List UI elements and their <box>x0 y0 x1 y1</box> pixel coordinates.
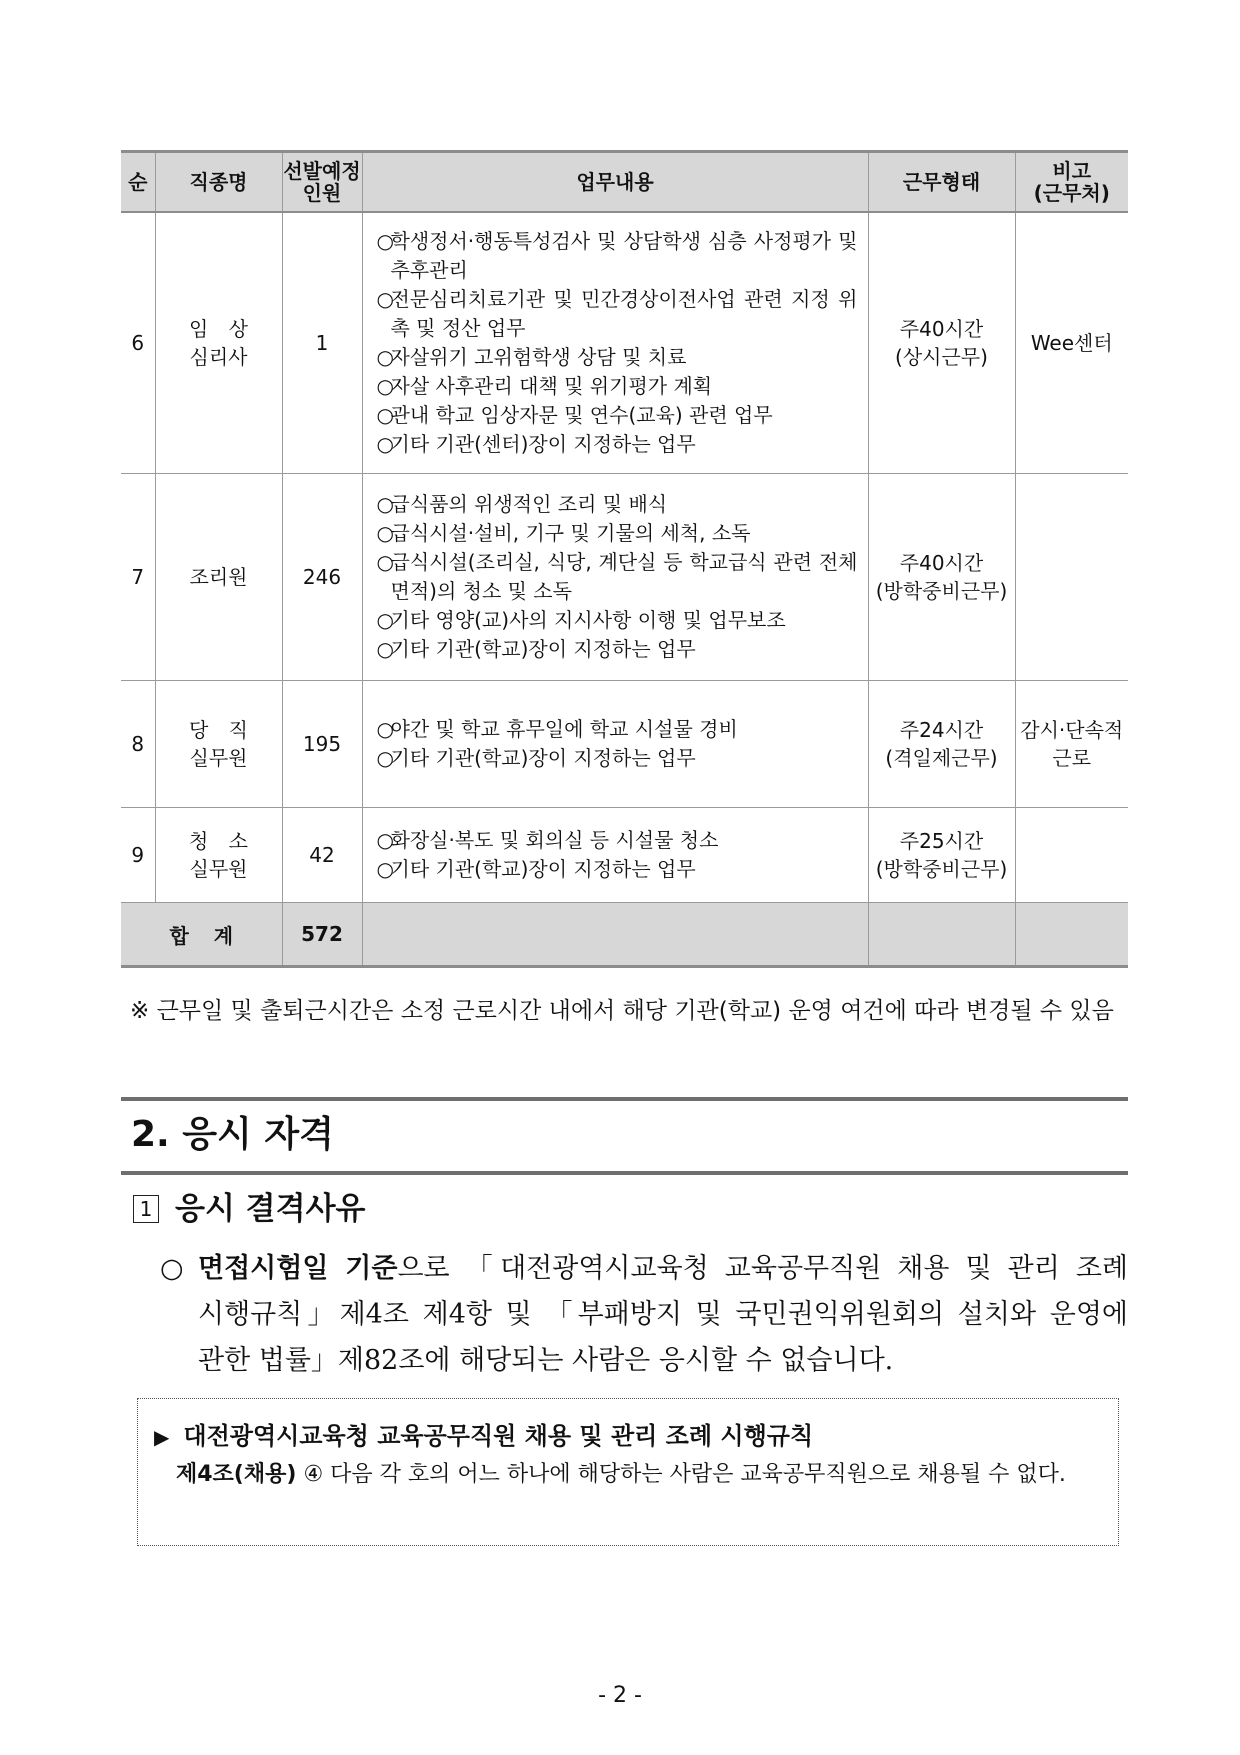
row-job <box>155 681 282 808</box>
row-work <box>868 474 1015 681</box>
row-note-line1: Wee센터 <box>1030 331 1113 355</box>
bullet-circle-icon: ○ <box>376 492 394 516</box>
total-value: 572 <box>282 903 362 967</box>
total-empty-work <box>868 903 1015 967</box>
duty-text: 화장실·복도 및 회의실 등 시설물 청소 <box>390 828 719 852</box>
duty-item <box>377 606 858 635</box>
row-count-text: 1 <box>315 331 329 355</box>
subsection-title: 응시 결격사유 <box>175 1191 366 1227</box>
header-duty: 업무내용 <box>362 152 868 213</box>
section-header <box>121 1097 1128 1175</box>
subsection-header <box>133 1188 365 1230</box>
row-no <box>121 474 155 681</box>
duty-text: 급식품의 위생적인 조리 및 배식 <box>390 492 668 516</box>
duty-text: 학생정서·행동특성검사 및 상담학생 심층 사정평가 및 추후관리 <box>390 229 858 282</box>
row-job-line1: 청 소 <box>189 829 248 853</box>
row-work-line1: 주40시간 <box>899 317 984 341</box>
para-line-1 <box>160 1246 1128 1292</box>
header-work: 근무형태 <box>868 152 1015 213</box>
duty-item <box>377 715 858 744</box>
para-line-3: 관한 법률」제82조에 해당되는 사람은 응시할 수 없습니다. <box>198 1345 894 1376</box>
row-no-text: 7 <box>131 565 145 589</box>
duty-item <box>377 285 858 343</box>
duty-text: 기타 영양(교)사의 지시사항 이행 및 업무보조 <box>390 608 786 632</box>
duty-text: 기타 기관(센터)장이 지정하는 업무 <box>390 432 696 456</box>
section-title: 2. 응시 자격 <box>131 1114 334 1155</box>
para-line1-rest: 으로 「대전광역시교육청 교육공무직원 채용 및 관리 조례 <box>397 1253 1128 1284</box>
header-job: 직종명 <box>155 152 282 213</box>
table-header-row <box>121 152 1128 213</box>
duty-item <box>377 744 858 773</box>
row-job <box>155 212 282 474</box>
row-work <box>868 681 1015 808</box>
row-job-line2: 심리사 <box>189 345 248 369</box>
total-label: 합 계 <box>121 903 282 967</box>
disqualification-paragraph <box>160 1246 1128 1384</box>
row-work <box>868 212 1015 474</box>
row-count <box>282 808 362 903</box>
bullet-circle-icon: ○ <box>376 828 394 852</box>
table-total-row <box>121 903 1128 967</box>
regulation-quote-box <box>137 1398 1119 1546</box>
bullet-circle-icon: ○ <box>376 746 394 770</box>
row-count-text: 42 <box>309 843 335 867</box>
bullet-circle-icon: ○ <box>376 432 394 456</box>
bullet-circle-icon: ○ <box>376 287 394 311</box>
duty-text: 관내 학교 임상자문 및 연수(교육) 관련 업무 <box>390 403 773 427</box>
bullet-circle-icon: ○ <box>376 521 394 545</box>
row-count <box>282 212 362 474</box>
duty-text: 자살위기 고위험학생 상담 및 치료 <box>390 345 687 369</box>
duty-item <box>377 343 858 372</box>
duty-text: 야간 및 학교 휴무일에 학교 시설물 경비 <box>390 717 738 741</box>
row-count <box>282 474 362 681</box>
bullet-circle-icon: ○ <box>376 229 394 253</box>
row-note <box>1015 808 1128 903</box>
duty-item <box>377 430 858 459</box>
bullet-circle-icon: ○ <box>376 857 394 881</box>
row-work-line1: 주40시간 <box>899 551 984 575</box>
row-count-text: 246 <box>302 565 342 589</box>
subsection-number: 1 <box>133 1195 159 1223</box>
row-note <box>1015 474 1128 681</box>
row-note <box>1015 681 1128 808</box>
row-work-line1: 주24시간 <box>899 718 984 742</box>
header-note-line1: 비고 <box>1052 159 1092 183</box>
row-work <box>868 808 1015 903</box>
row-no-text: 9 <box>131 843 145 867</box>
row-no <box>121 681 155 808</box>
duty-text: 전문심리치료기관 및 민간경상이전사업 관련 지정 위촉 및 정산 업무 <box>390 287 858 340</box>
table-row <box>121 681 1128 808</box>
header-note-line2: (근무처) <box>1033 181 1110 205</box>
quote-body-text: ④ 다음 각 호의 어느 하나에 해당하는 사람은 교육공무직원으로 채용될 수 없다. <box>303 1462 1066 1487</box>
job-table <box>121 150 1128 968</box>
page-number: - 2 - <box>598 1683 642 1708</box>
row-duties <box>362 474 868 681</box>
bullet-circle-icon: ○ <box>376 345 394 369</box>
row-work-line2: (상시근무) <box>895 345 988 369</box>
triangle-marker-icon: ▶ <box>154 1425 170 1449</box>
duty-item <box>377 401 858 430</box>
row-work-line2: (방학중비근무) <box>875 857 1008 881</box>
bullet-circle-icon: ○ <box>376 717 394 741</box>
table-row <box>121 474 1128 681</box>
bullet-circle-icon: ○ <box>376 403 394 427</box>
para-line-2: 시행규칙」제4조 제4항 및 「부패방지 및 국민권익위원회의 설치와 운영에 <box>198 1299 1128 1330</box>
duty-text: 기타 기관(학교)장이 지정하는 업무 <box>390 746 696 770</box>
row-note <box>1015 212 1128 474</box>
duty-item <box>377 826 858 855</box>
row-job <box>155 474 282 681</box>
row-no <box>121 808 155 903</box>
quote-title-text: 대전광역시교육청 교육공무직원 채용 및 관리 조례 시행규칙 <box>183 1422 814 1450</box>
total-empty-duty <box>362 903 868 967</box>
row-job-line1: 조리원 <box>189 565 248 589</box>
bullet-circle-icon: ○ <box>376 374 394 398</box>
bullet-circle-icon: ○ <box>376 637 394 661</box>
row-count-text: 195 <box>302 732 342 756</box>
header-count <box>282 152 362 213</box>
row-no-text: 6 <box>131 331 145 355</box>
duty-item <box>377 519 858 548</box>
quote-article: 제4조(채용) <box>176 1462 297 1487</box>
quote-title <box>154 1419 813 1454</box>
header-note <box>1015 152 1128 213</box>
duty-text: 자살 사후관리 대책 및 위기평가 계획 <box>390 374 713 398</box>
table-row <box>121 808 1128 903</box>
duty-text: 급식시설·설비, 기구 및 기물의 세척, 소독 <box>390 521 751 545</box>
duty-item <box>377 548 858 606</box>
duty-text: 기타 기관(학교)장이 지정하는 업무 <box>390 637 696 661</box>
duty-item <box>377 635 858 664</box>
bullet-circle-icon: ○ <box>376 550 394 574</box>
header-count-line2: 인원 <box>302 181 342 205</box>
row-job-line1: 임 상 <box>189 317 248 341</box>
row-count <box>282 681 362 808</box>
total-empty-note <box>1015 903 1128 967</box>
duty-item <box>377 372 858 401</box>
row-note-line1: 감시·단속적 <box>1020 718 1124 742</box>
row-work-line1: 주25시간 <box>899 829 984 853</box>
duty-item <box>377 490 858 519</box>
bullet-circle-icon: ○ <box>376 608 394 632</box>
row-note-line2: 근로 <box>1052 746 1092 770</box>
row-job-line2: 실무원 <box>189 857 248 881</box>
row-duties <box>362 212 868 474</box>
row-job-line2: 실무원 <box>189 746 248 770</box>
table-row <box>121 212 1128 474</box>
row-no <box>121 212 155 474</box>
duty-item <box>377 227 858 285</box>
duty-text: 기타 기관(학교)장이 지정하는 업무 <box>390 857 696 881</box>
row-job-line1: 당 직 <box>189 718 248 742</box>
row-work-line2: (격일제근무) <box>885 746 998 770</box>
row-no-text: 8 <box>131 732 145 756</box>
work-hours-note: ※ 근무일 및 출퇴근시간은 소정 근로시간 내에서 해당 기관(학교) 운영 여건에 따라 변경될 수 있음 <box>130 998 1114 1024</box>
duty-text: 급식시설(조리실, 식당, 계단실 등 학교급식 관련 전체 면적)의 청소 및 소독 <box>390 550 858 603</box>
row-work-line2: (방학중비근무) <box>875 579 1008 603</box>
header-count-line1: 선발예정 <box>283 159 361 183</box>
quote-body <box>176 1459 1096 1491</box>
row-duties <box>362 681 868 808</box>
row-job <box>155 808 282 903</box>
header-no: 순 <box>121 152 155 213</box>
para-bold-lead: 면접시험일 기준 <box>198 1253 398 1284</box>
duty-item <box>377 855 858 884</box>
row-duties <box>362 808 868 903</box>
para-bullet: ○ <box>160 1253 184 1284</box>
